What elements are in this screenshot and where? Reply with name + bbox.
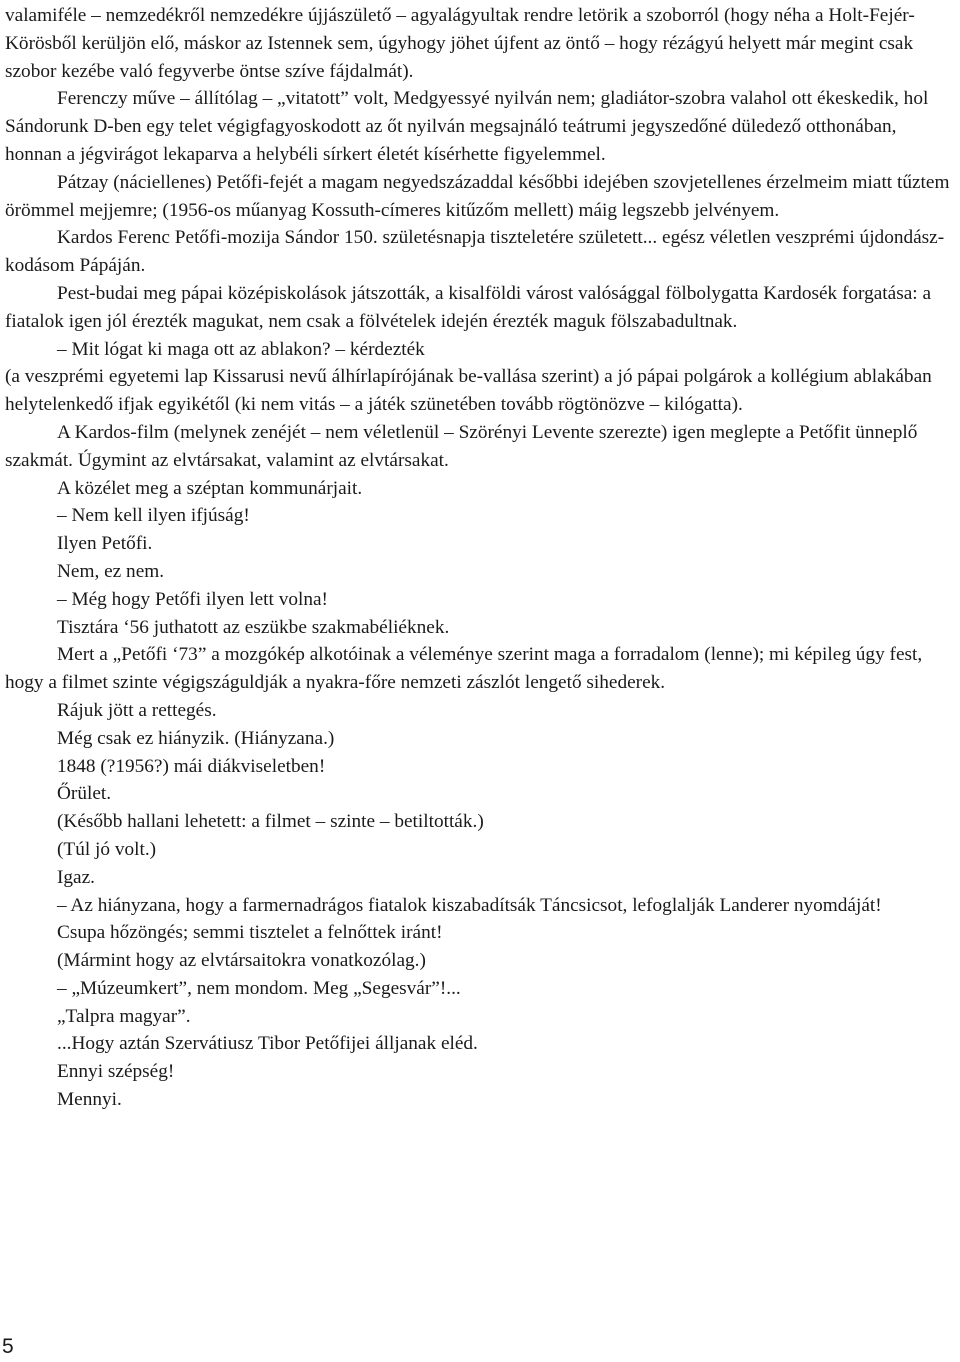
paragraph: (Mármint hogy az elvtársaitokra vonatkozólag.) bbox=[57, 950, 426, 972]
paragraph: (Túl jó volt.) bbox=[57, 838, 157, 860]
paragraph: A Kardos-film (melynek zenéjét – nem véletlenül – Szörényi Levente szerezte) igen meglepte a Petőfit ünneplő szakmát. Úgymint az elvtársakat, valamint az elvtársakat. bbox=[5, 421, 923, 471]
dialogue-line: – „Múzeumkert”, nem mondom. Meg „Segesvár”!... bbox=[57, 977, 461, 999]
paragraph: Nem, ez nem. bbox=[57, 560, 165, 582]
paragraph: Pátzay (náciellenes) Petőfi-fejét a magam negyedszázaddal későbbi idejében szovjetellenes érzelmeim miatt tűztem örömmel mejjemre; (1956-os műanyag Kossuth-címeres kitűzőm mellett) máig legszebb jelvényem. bbox=[5, 171, 955, 221]
paragraph: Csupa hőzöngés; semmi tisztelet a felnőttek iránt! bbox=[57, 922, 443, 944]
paragraph: Kardos Ferenc Petőfi-mozija Sándor 150. születésnapja tiszteletére született... egész véletlen veszprémi újdondász-kodásom Pápáján. bbox=[5, 227, 945, 277]
paragraph: Ennyi szépség! bbox=[57, 1061, 175, 1083]
paragraph: (a veszprémi egyetemi lap Kissarusi nevű álhírlapírójának be-vallása szerint) a jó pápai polgárok a kollégium ablakában helytelenkedő ifjak egyikétől (ki nem vitás – a játék szünetében tovább rögtönözve – kilógatta). bbox=[5, 366, 937, 416]
paragraph: ...Hogy aztán Szervátiusz Tibor Petőfijei álljanak eléd. bbox=[57, 1033, 478, 1055]
paragraph: Tisztára ‘56 juthatott az eszükbe szakmabéliéknek. bbox=[57, 616, 450, 638]
paragraph: Mennyi. bbox=[57, 1089, 122, 1111]
paragraph: Még csak ez hiányzik. (Hiányzana.) bbox=[57, 727, 335, 749]
paragraph: valamiféle – nemzedékről nemzedékre újjászülető – agyalágyultak rendre letörik a szoborról (hogy néha a Holt-Fejér-Körösből kerüljön elő, máskor az Istennek sem, úgyhogy jöhet újfent az öntő – hogy rézágyú helyett már megint csak szobor kezébe való fegyverbe öntse szíve fájdalmát). bbox=[5, 5, 918, 82]
page-number: 5 bbox=[2, 1335, 14, 1358]
dialogue-line: – Még hogy Petőfi ilyen lett volna! bbox=[57, 588, 328, 610]
dialogue-line: – Nem kell ilyen ifjúság! bbox=[57, 505, 250, 527]
paragraph: 1848 (?1956?) mái diákviseletben! bbox=[57, 755, 326, 777]
dialogue-line: – Az hiányzana, hogy a farmernadrágos fiatalok kiszabadítsák Táncsicsot, lefoglalják Landerer nyomdáját! bbox=[57, 894, 882, 916]
paragraph: Ilyen Petőfi. bbox=[57, 533, 153, 555]
paragraph: (Később hallani lehetett: a filmet – szinte – betiltották.) bbox=[57, 811, 484, 833]
paragraph: Ferenczy műve – állítólag – „vitatott” volt, Medgyessyé nyilván nem; gladiátor-szobra valahol ott ékeskedik, hol Sándorunk D-ben egy telet végigfagyoskodott az őt nyilván megsajnáló teátrumi jegyszedőné düledező otthonában, honnan a jégvirágot lekaparva a helybéli sírkert életét kísérhette figyelemmel. bbox=[5, 88, 934, 165]
document-body bbox=[5, 2, 957, 1114]
paragraph: Mert a „Petőfi ‘73” a mozgókép alkotóinak a véleménye szerint maga a forradalom (lenne); mi képileg úgy fest, hogy a filmet szinte végigszáguldják a nyakra-főre nemzeti zászlót lengető sihederek. bbox=[5, 644, 928, 694]
paragraph: Pest-budai meg pápai középiskolások játszották, a kisalföldi várost valósággal fölbolygatta Kardosék forgatása: a fiatalok igen jól érezték magukat, nem csak a fölvételek idején érezték maguk fölszabadultnak. bbox=[5, 282, 936, 332]
paragraph: Igaz. bbox=[57, 866, 95, 888]
paragraph: Őrület. bbox=[57, 783, 112, 805]
paragraph: „Talpra magyar”. bbox=[57, 1005, 191, 1027]
paragraph: A közélet meg a széptan kommunárjait. bbox=[57, 477, 363, 499]
paragraph: Rájuk jött a rettegés. bbox=[57, 699, 217, 721]
dialogue-line: – Mit lógat ki maga ott az ablakon? – kérdezték bbox=[57, 338, 425, 360]
